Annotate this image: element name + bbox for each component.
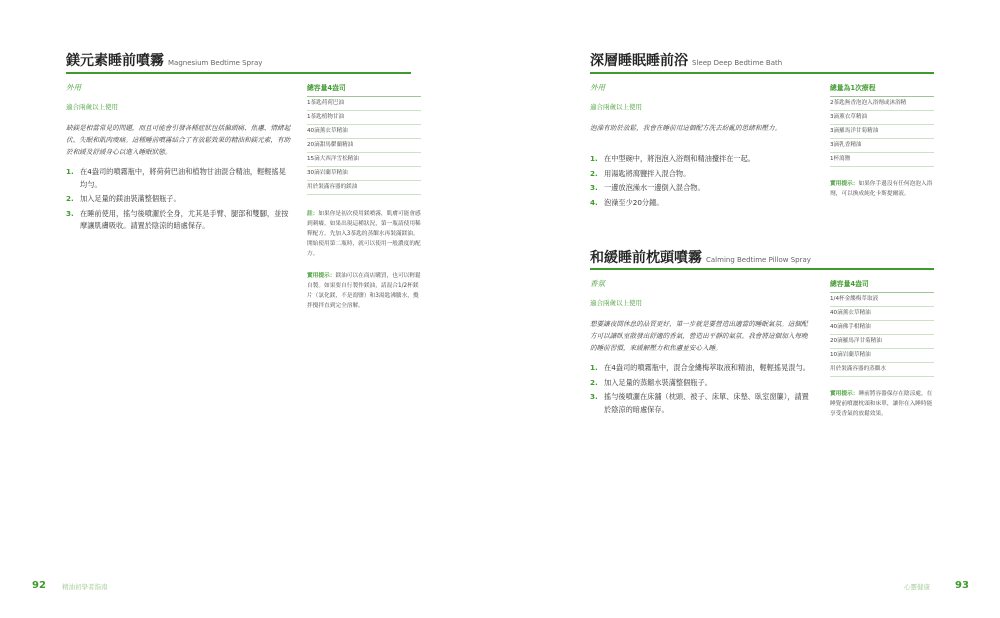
right-bottom-steps xyxy=(590,362,812,418)
left-recipe-title-en: Magnesium Bedtime Spray xyxy=(168,59,263,67)
ingredient: 2茶匙無香泡泡入浴劑或沐浴精 xyxy=(830,97,934,111)
right-top-ingredients xyxy=(830,82,934,199)
step-item: 1. 在中型碗中，將泡泡入浴劑和精油攪拌在一起。 xyxy=(590,154,755,163)
right-running-footer: 心靈健康 xyxy=(904,583,930,591)
step-item: 1. 在4盎司的噴霧瓶中，將荷荷巴油和植物甘油混合精油，輕輕搖晃均勻。 xyxy=(66,167,286,189)
ingredient: 20滴羅馬洋甘菊精油 xyxy=(830,335,934,349)
right-top-steps xyxy=(590,153,812,211)
left-running-footer: 精油初學者指南 xyxy=(62,583,108,591)
ingredient: 1茶匙荷荷巴油 xyxy=(307,97,421,111)
left-page-number: 92 xyxy=(32,580,46,591)
ingredient: 用於裝滿容器的鎂油 xyxy=(307,181,421,195)
ingredient: 3滴薰衣草精油 xyxy=(830,111,934,125)
ingredient: 40滴薰衣草精油 xyxy=(307,125,421,139)
right-bottom-recipe-title-en: Calming Bedtime Pillow Spray xyxy=(706,256,811,264)
ingredient: 用於裝滿容器的蒸餾水 xyxy=(830,363,934,377)
ingredient: 30滴岩蘭草精油 xyxy=(307,167,421,181)
ingredients-header: 總容量4盎司 xyxy=(830,278,934,293)
left-suitability: 適合兩歲以上使用 xyxy=(66,103,118,111)
ingredient: 1杯瀉鹽 xyxy=(830,153,934,167)
ingredient: 15滴大西洋雪松精油 xyxy=(307,153,421,167)
right-top-usage: 外用 xyxy=(590,83,605,92)
ingredient: 1/4杯金縷梅萃取液 xyxy=(830,293,934,307)
right-bottom-title-rule xyxy=(590,268,934,270)
right-bottom-usage: 香氛 xyxy=(590,279,605,288)
step-item: 2. 用湯匙將瀉鹽拌入混合物。 xyxy=(590,168,691,178)
ingredient: 40滴薰衣草精油 xyxy=(830,307,934,321)
right-bottom-suitability: 適合兩歲以上使用 xyxy=(590,299,642,307)
right-page-number: 93 xyxy=(955,580,969,591)
right-bottom-recipe-title: 和緩睡前枕頭噴霧 Calming Bedtime Pillow Spray xyxy=(590,250,811,266)
right-top-intro: 泡澡有助於放鬆，我會在睡前用這個配方洗去紛亂的思緒和壓力。 xyxy=(590,124,782,132)
ingredient: 40滴佛手柑精油 xyxy=(830,321,934,335)
step-item: 1. 在4盎司的噴霧瓶中，混合金縷梅萃取液和精油，輕輕搖晃混勻。 xyxy=(590,363,810,372)
ingredient: 3滴羅馬洋甘菊精油 xyxy=(830,125,934,139)
tip: 實用提示：睡前將容器保存在陰涼處，在睡覺前噴灑枕頭和床單，讓你在入睡時能享受香氣的放鬆效果。 xyxy=(830,391,933,417)
ingredient: 1茶匙植物甘油 xyxy=(307,111,421,125)
note: 註：如果你是初次使用鎂噴霧，肌膚可能會感到刺癢。如果出現這種狀況，第一瓶請使用稀釋配方。先加入3茶匙的蒸餾水再裝滿鎂油。開始使用第二瓶時，就可以使用一般濃度的配方。 xyxy=(307,211,421,257)
left-intro: 缺鎂是相當常見的問題，而且可能會引發各種症狀包括偏頭痛、焦慮、情緒起伏、失眠和肌肉痠痛。這種睡前噴霧結合了有放鬆效果的精油和鎂元素，有助於和緩及舒緩身心以進入睡眠狀態。 xyxy=(66,124,291,156)
ingredient: 3滴乳香精油 xyxy=(830,139,934,153)
step-item: 3. 在睡前使用，搖勻後噴灑於全身，尤其是手臂、腿部和雙腳，並按摩讓肌膚吸收。請置於陰涼的暗處保存。 xyxy=(66,208,289,230)
left-ingredients xyxy=(307,82,421,311)
ingredients-header: 總量為1次療程 xyxy=(830,82,934,97)
step-item: 4. 泡澡至少20分鐘。 xyxy=(590,197,664,207)
step-item: 3. 搖勻後噴灑在床舖（枕頭、被子、床單、床墊、臥室窗簾），請置於陰涼的暗處保存。 xyxy=(590,392,809,414)
left-steps xyxy=(66,166,291,235)
right-top-title-rule xyxy=(590,72,934,74)
right-bottom-ingredients xyxy=(830,278,934,419)
right-bottom-intro: 想要讓夜間休息的品質更好，第一步就是要營造出適當的睡眠氣氛。這個配方可以讓臥室散發出舒適的香氣，營造出平靜的氣氛。我會將這個加入每晚的睡前習慣，來緩解壓力和焦慮並安心入睡。 xyxy=(590,320,808,352)
left-recipe-title: 鎂元素睡前噴霧 Magnesium Bedtime Spray xyxy=(66,53,263,69)
right-top-suitability: 適合兩歲以上使用 xyxy=(590,103,642,111)
ingredients-header: 總容量4盎司 xyxy=(307,82,421,97)
step-item: 3. 一邊放泡澡水一邊倒入混合物。 xyxy=(590,183,705,192)
tip: 實用提示：鎂油可以在商店購買，也可以輕鬆自製。如果要自行製作鎂油，請混合1/2杯鎂片（氯化鎂，不是瀉鹽）和3湯匙沸騰水，攪拌攪拌直到完全溶解。 xyxy=(307,273,421,309)
left-usage: 外用 xyxy=(66,83,81,92)
right-top-recipe-title: 深層睡眠睡前浴 Sleep Deep Bedtime Bath xyxy=(590,53,783,69)
left-title-rule xyxy=(66,72,411,74)
step-item: 2. 加入足量的鎂油裝滿整個瓶子。 xyxy=(66,194,181,203)
right-top-recipe-title-en: Sleep Deep Bedtime Bath xyxy=(692,59,783,67)
step-item: 2. 加入足量的蒸餾水裝滿整個瓶子。 xyxy=(590,377,712,387)
ingredient: 20滴甜馬鬱蘭精油 xyxy=(307,139,421,153)
ingredient: 10滴岩蘭草精油 xyxy=(830,349,934,363)
tip: 實用提示：如果你手邊沒有任何泡泡入浴劑，可以換成純化卡斯提爾液。 xyxy=(830,181,933,197)
